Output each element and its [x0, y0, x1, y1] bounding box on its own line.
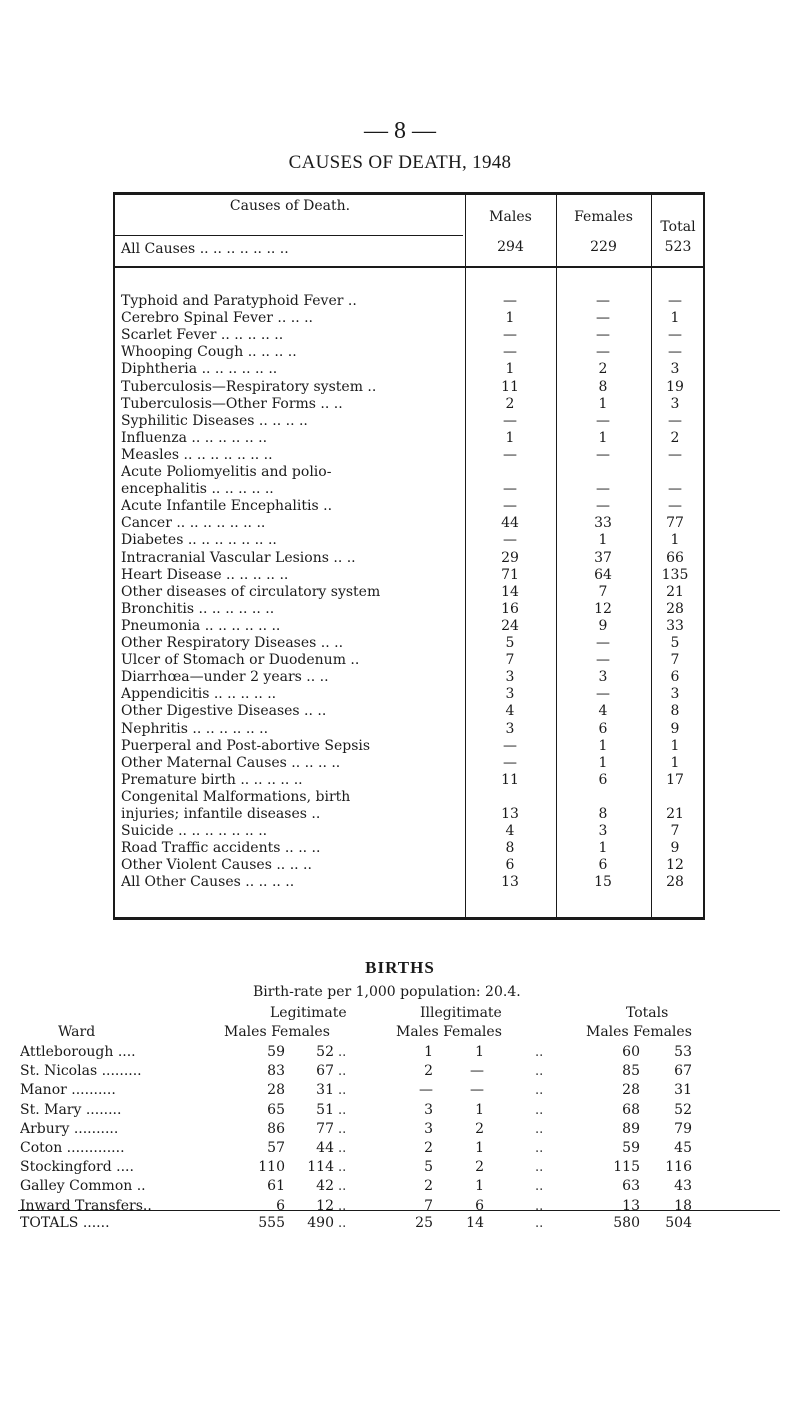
- total-count: —: [668, 446, 682, 463]
- males-count: —: [503, 532, 517, 549]
- cause-row: [115, 310, 703, 327]
- cause-name: Diabetes .. .. .. .. .. .. ..: [121, 532, 277, 549]
- females-count: 1: [598, 532, 608, 549]
- cause-row: [115, 721, 703, 738]
- birth-count-if: 1: [475, 1101, 484, 1118]
- causes-of-death-table: [113, 192, 705, 920]
- cause-row: [115, 584, 703, 601]
- totals-rule: [18, 1210, 780, 1211]
- ward-name: Coton .............: [20, 1140, 125, 1156]
- cause-name: Other Digestive Diseases .. ..: [121, 703, 327, 720]
- birth-count-tm: 59: [622, 1140, 640, 1156]
- separator-dots: ..: [338, 1045, 347, 1060]
- birth-count-im: 3: [424, 1120, 433, 1137]
- ward-row: [0, 1043, 800, 1062]
- separator-dots: ..: [535, 1045, 544, 1060]
- birth-count-lf: 44: [316, 1140, 334, 1156]
- cause-row: [115, 447, 703, 464]
- separator-dots: ..: [535, 1216, 544, 1231]
- cause-name: encephalitis .. .. .. .. ..: [121, 481, 274, 498]
- cause-name: Cerebro Spinal Fever .. .. ..: [121, 310, 314, 327]
- females-count: 1: [598, 840, 608, 857]
- females-count: 8: [598, 378, 608, 395]
- males-count: —: [503, 412, 517, 429]
- illegitimate-subheader: Males Females: [396, 1024, 502, 1040]
- males-count: 6: [505, 857, 515, 874]
- birth-count-im: 25: [415, 1215, 433, 1231]
- header-causes: Causes of Death.: [229, 198, 351, 214]
- birth-count-tm: 89: [622, 1120, 640, 1137]
- cause-row: [115, 840, 703, 857]
- total-count: 19: [666, 378, 684, 395]
- birth-count-lm: 86: [267, 1120, 285, 1137]
- birth-count-tm: 580: [613, 1215, 640, 1231]
- birth-count-lm: 65: [267, 1101, 285, 1118]
- birth-count-tm: 68: [622, 1101, 640, 1118]
- ward-name: Manor ..........: [20, 1082, 116, 1099]
- separator-dots: ..: [535, 1064, 544, 1080]
- total-count: 7: [670, 823, 680, 840]
- birth-count-tm: 115: [613, 1159, 640, 1176]
- cause-name: Syphilitic Diseases .. .. .. ..: [121, 412, 308, 429]
- birth-count-tf: 504: [665, 1215, 692, 1231]
- birth-count-tf: 52: [674, 1101, 692, 1118]
- separator-dots: ..: [338, 1121, 347, 1137]
- ward-name: Inward Transfers..: [20, 1197, 152, 1214]
- total-count: 135: [661, 566, 689, 583]
- birth-count-tf: 67: [674, 1063, 692, 1080]
- cause-name: Bronchitis .. .. .. .. .. ..: [121, 600, 275, 617]
- total-count: 12: [666, 857, 684, 874]
- birth-count-tm: 63: [622, 1178, 640, 1195]
- males-count: —: [503, 754, 517, 771]
- total-count: 28: [666, 600, 684, 617]
- males-count: 11: [501, 771, 519, 788]
- cause-name: Road Traffic accidents .. .. ..: [121, 840, 321, 857]
- illegitimate-header: Illegitimate: [420, 1005, 502, 1021]
- cause-row: [115, 601, 703, 618]
- birth-count-lm: 110: [258, 1159, 285, 1176]
- total-count: 9: [670, 840, 680, 857]
- cause-row: [115, 498, 703, 515]
- birth-count-lf: 31: [316, 1082, 334, 1099]
- ward-row: [0, 1062, 800, 1081]
- cause-name: Ulcer of Stomach or Duodenum ..: [121, 652, 360, 669]
- ward-name: Arbury ..........: [20, 1120, 119, 1137]
- total-count: 3: [670, 361, 680, 378]
- all-causes-males: 294: [497, 239, 524, 255]
- cause-name: Diphtheria .. .. .. .. .. ..: [121, 361, 278, 378]
- females-count: —: [596, 412, 610, 429]
- cause-name: Influenza .. .. .. .. .. ..: [121, 429, 268, 446]
- total-count: 6: [670, 669, 680, 686]
- birth-count-if: 1: [475, 1140, 484, 1156]
- birth-count-im: 3: [424, 1101, 433, 1118]
- cause-name: Suicide .. .. .. .. .. .. ..: [121, 823, 268, 840]
- total-count: 3: [670, 395, 680, 412]
- birth-count-lf: 77: [316, 1120, 334, 1137]
- birth-count-im: 7: [424, 1197, 433, 1214]
- cause-row: [115, 806, 703, 823]
- ward-row: [0, 1197, 800, 1216]
- males-count: 16: [501, 600, 519, 617]
- cause-row: [115, 481, 703, 498]
- ward-name: Attleborough ....: [20, 1044, 136, 1060]
- total-count: —: [668, 481, 682, 498]
- separator-dots: ..: [535, 1141, 544, 1156]
- females-count: 12: [594, 600, 612, 617]
- ward-row: [0, 1139, 800, 1158]
- cause-row: [115, 361, 703, 378]
- birth-count-if: —: [470, 1082, 484, 1099]
- birth-count-lm: 57: [267, 1140, 285, 1156]
- totals-row: [0, 1214, 800, 1233]
- cause-row: [115, 379, 703, 396]
- males-count: 7: [505, 652, 515, 669]
- birth-count-im: 2: [424, 1178, 433, 1195]
- total-count: 7: [670, 652, 680, 669]
- birth-count-tf: 53: [674, 1044, 692, 1060]
- birth-count-lm: 59: [267, 1044, 285, 1060]
- cause-name: Acute Poliomyelitis and polio-: [121, 464, 332, 480]
- cause-name: Premature birth .. .. .. .. ..: [121, 771, 303, 788]
- females-count: 1: [598, 737, 608, 754]
- birth-count-im: —: [419, 1082, 433, 1099]
- total-count: 1: [670, 737, 680, 754]
- birth-count-lm: 61: [267, 1178, 285, 1195]
- separator-dots: ..: [338, 1179, 347, 1195]
- birth-count-tf: 31: [674, 1082, 692, 1099]
- cause-name: Measles .. .. .. .. .. .. ..: [121, 446, 273, 463]
- birth-count-if: 1: [475, 1178, 484, 1195]
- birth-count-lm: 555: [258, 1215, 285, 1231]
- birth-count-lf: 67: [316, 1063, 334, 1080]
- birth-count-tm: 13: [622, 1197, 640, 1214]
- females-count: 64: [594, 566, 612, 583]
- ward-row: [0, 1081, 800, 1100]
- cause-row: [115, 738, 703, 755]
- cause-row: [115, 857, 703, 874]
- cause-name: Other Respiratory Diseases .. ..: [121, 635, 344, 651]
- cause-name: Scarlet Fever .. .. .. .. ..: [121, 327, 284, 344]
- males-count: 11: [501, 378, 519, 395]
- males-count: 4: [505, 823, 515, 840]
- cause-row: [115, 550, 703, 567]
- males-count: 14: [501, 583, 519, 600]
- totals-header: Totals: [626, 1005, 669, 1021]
- males-count: 1: [505, 310, 515, 327]
- females-count: —: [596, 686, 610, 703]
- separator-dots: ..: [338, 1141, 347, 1156]
- birth-count-if: 1: [475, 1044, 484, 1060]
- females-count: 3: [598, 669, 608, 686]
- males-count: 5: [505, 635, 515, 651]
- birth-count-lf: 114: [307, 1159, 334, 1176]
- cause-name: Cancer .. .. .. .. .. .. ..: [121, 515, 266, 532]
- page-number: — 8 —: [364, 118, 436, 144]
- total-count: —: [668, 344, 682, 361]
- birth-count-if: 14: [466, 1215, 484, 1231]
- males-count: —: [503, 481, 517, 498]
- females-count: 1: [598, 395, 608, 412]
- births-title: BIRTHS: [365, 958, 435, 977]
- cause-row: [115, 515, 703, 532]
- birth-count-tm: 28: [622, 1082, 640, 1099]
- totals-label: TOTALS ......: [20, 1215, 110, 1231]
- cause-name: Tuberculosis—Respiratory system ..: [121, 378, 377, 395]
- cause-name: Acute Infantile Encephalitis ..: [121, 498, 333, 515]
- ward-name: Stockingford ....: [20, 1159, 134, 1176]
- birth-count-lm: 83: [267, 1063, 285, 1080]
- birth-rate: Birth-rate per 1,000 population: 20.4.: [253, 984, 521, 1000]
- total-count: —: [668, 327, 682, 344]
- males-count: —: [503, 737, 517, 754]
- cause-row: [115, 703, 703, 720]
- birth-count-im: 5: [424, 1159, 433, 1176]
- cause-name: Heart Disease .. .. .. .. ..: [121, 566, 289, 583]
- cause-name: Pneumonia .. .. .. .. .. ..: [121, 617, 281, 634]
- cause-name: injuries; infantile diseases ..: [121, 806, 321, 822]
- males-count: 8: [505, 840, 515, 857]
- males-count: —: [503, 498, 517, 515]
- birth-count-tm: 60: [622, 1044, 640, 1060]
- total-count: 9: [670, 720, 680, 737]
- birth-count-tm: 85: [622, 1063, 640, 1080]
- females-count: 6: [598, 771, 608, 788]
- page-title: CAUSES OF DEATH, 1948: [288, 152, 512, 173]
- males-count: 13: [501, 806, 519, 822]
- total-count: 21: [666, 806, 684, 822]
- cause-row: [115, 618, 703, 635]
- females-count: 7: [598, 583, 608, 600]
- birth-count-lm: 28: [267, 1082, 285, 1099]
- males-count: —: [503, 344, 517, 361]
- cause-row: [115, 652, 703, 669]
- total-count: —: [668, 498, 682, 515]
- cause-name: Other diseases of circulatory system: [121, 583, 381, 600]
- header-rule: [115, 266, 703, 268]
- total-count: 1: [670, 754, 680, 771]
- cause-row: [115, 430, 703, 447]
- ward-name: St. Mary ........: [20, 1101, 122, 1118]
- separator-dots: ..: [338, 1064, 347, 1080]
- cause-row: [115, 396, 703, 413]
- birth-count-if: 6: [475, 1197, 484, 1214]
- cause-name: Appendicitis .. .. .. .. ..: [121, 686, 277, 703]
- separator-dots: ..: [338, 1102, 347, 1118]
- females-count: —: [596, 293, 610, 309]
- birth-count-if: 2: [475, 1159, 484, 1176]
- cause-row: [115, 413, 703, 430]
- birth-count-tf: 116: [665, 1159, 692, 1176]
- total-count: 8: [670, 703, 680, 720]
- males-count: 3: [505, 686, 515, 703]
- females-count: 3: [598, 823, 608, 840]
- ward-row: [0, 1158, 800, 1177]
- total-count: 17: [666, 771, 684, 788]
- cause-name: Other Maternal Causes .. .. .. ..: [121, 754, 341, 771]
- females-count: 8: [598, 806, 608, 822]
- males-count: —: [503, 293, 517, 309]
- cause-row: [115, 344, 703, 361]
- ward-name: Galley Common ..: [20, 1178, 146, 1195]
- legitimate-subheader: Males Females: [224, 1024, 330, 1040]
- separator-dots: ..: [535, 1102, 544, 1118]
- cause-name: Intracranial Vascular Lesions .. ..: [121, 549, 356, 566]
- total-count: 1: [670, 310, 680, 327]
- males-count: 1: [505, 361, 515, 378]
- females-count: —: [596, 635, 610, 651]
- separator-dots: ..: [535, 1179, 544, 1195]
- total-count: —: [668, 293, 682, 309]
- cause-row: [115, 669, 703, 686]
- separator-dots: ..: [535, 1121, 544, 1137]
- males-count: 3: [505, 720, 515, 737]
- ward-row: [0, 1101, 800, 1120]
- cause-row: [115, 823, 703, 840]
- total-count: 66: [666, 549, 684, 566]
- all-causes-total: 523: [664, 239, 692, 255]
- males-count: 4: [505, 703, 515, 720]
- birth-count-lm: 6: [276, 1197, 285, 1214]
- cause-name: Puerperal and Post-abortive Sepsis: [121, 737, 371, 754]
- females-count: —: [596, 310, 610, 327]
- total-count: 21: [666, 583, 684, 600]
- cause-row: [115, 874, 703, 891]
- cause-row: [115, 532, 703, 549]
- females-count: —: [596, 481, 610, 498]
- header-rule: [115, 235, 463, 236]
- separator-dots: ..: [535, 1083, 544, 1099]
- cause-row: [115, 755, 703, 772]
- females-count: 37: [594, 549, 612, 566]
- females-count: 2: [598, 361, 608, 378]
- males-count: 24: [501, 617, 519, 634]
- birth-count-tf: 79: [674, 1120, 692, 1137]
- males-count: —: [503, 327, 517, 344]
- females-count: 1: [598, 754, 608, 771]
- females-count: 1: [598, 429, 608, 446]
- birth-count-im: 2: [424, 1063, 433, 1080]
- birth-count-lf: 52: [316, 1044, 334, 1060]
- header-males: Males: [489, 209, 532, 225]
- males-count: —: [503, 446, 517, 463]
- cause-row: [115, 789, 703, 806]
- males-count: 2: [505, 395, 515, 412]
- birth-count-im: 1: [424, 1044, 433, 1060]
- females-count: 15: [594, 874, 612, 891]
- total-count: 5: [670, 635, 680, 651]
- birth-count-lf: 12: [316, 1197, 334, 1214]
- total-count: 2: [670, 429, 680, 446]
- all-causes-females: 229: [590, 239, 617, 255]
- cause-name: Typhoid and Paratyphoid Fever ..: [121, 293, 357, 309]
- header-females: Females: [574, 209, 633, 225]
- cause-row: [115, 293, 703, 310]
- females-count: 4: [598, 703, 608, 720]
- total-count: 3: [670, 686, 680, 703]
- total-count: 77: [666, 515, 684, 532]
- cause-name: Tuberculosis—Other Forms .. ..: [121, 395, 343, 412]
- separator-dots: ..: [338, 1160, 347, 1176]
- separator-dots: ..: [338, 1198, 347, 1214]
- birth-count-if: —: [470, 1063, 484, 1080]
- birth-count-if: 2: [475, 1120, 484, 1137]
- males-count: 3: [505, 669, 515, 686]
- cause-name: Other Violent Causes .. .. ..: [121, 857, 312, 874]
- header-total: Total: [660, 219, 696, 235]
- birth-count-tf: 18: [674, 1197, 692, 1214]
- cause-name: Diarrhœa—under 2 years .. ..: [121, 669, 329, 686]
- cause-name: Congenital Malformations, birth: [121, 788, 351, 805]
- separator-dots: ..: [338, 1216, 347, 1231]
- females-count: 33: [594, 515, 612, 532]
- ward-row: [0, 1177, 800, 1196]
- legitimate-header: Legitimate: [270, 1005, 347, 1021]
- separator-dots: ..: [338, 1083, 347, 1099]
- cause-row: [115, 772, 703, 789]
- all-causes-label: All Causes .. .. .. .. .. .. ..: [121, 241, 289, 257]
- cause-row: [115, 635, 703, 652]
- total-count: 33: [666, 617, 684, 634]
- ward-header: Ward: [58, 1024, 96, 1040]
- cause-row: [115, 327, 703, 344]
- separator-dots: ..: [535, 1198, 544, 1214]
- females-count: 6: [598, 857, 608, 874]
- females-count: —: [596, 498, 610, 515]
- separator-dots: ..: [535, 1160, 544, 1176]
- birth-count-lf: 51: [316, 1101, 334, 1118]
- cause-name: Whooping Cough .. .. .. ..: [121, 344, 297, 361]
- females-count: 9: [598, 617, 608, 634]
- males-count: 44: [501, 515, 519, 532]
- birth-count-im: 2: [424, 1140, 433, 1156]
- birth-count-lf: 490: [307, 1215, 334, 1231]
- males-count: 1: [505, 429, 515, 446]
- females-count: —: [596, 652, 610, 669]
- birth-count-tf: 45: [674, 1140, 692, 1156]
- males-count: 13: [501, 874, 519, 891]
- birth-count-lf: 42: [316, 1178, 334, 1195]
- total-count: —: [668, 412, 682, 429]
- cause-name: All Other Causes .. .. .. ..: [121, 874, 295, 891]
- total-count: 1: [670, 532, 680, 549]
- cause-row: [115, 464, 703, 481]
- females-count: —: [596, 344, 610, 361]
- cause-row: [115, 686, 703, 703]
- females-count: —: [596, 446, 610, 463]
- males-count: 29: [501, 549, 519, 566]
- ward-name: St. Nicolas .........: [20, 1063, 142, 1080]
- cause-name: Nephritis .. .. .. .. .. ..: [121, 720, 269, 737]
- males-count: 71: [501, 566, 519, 583]
- females-count: 6: [598, 720, 608, 737]
- birth-count-tf: 43: [674, 1178, 692, 1195]
- totals-subheader: Males Females: [586, 1024, 692, 1040]
- total-count: 28: [666, 874, 684, 891]
- ward-row: [0, 1120, 800, 1139]
- cause-row: [115, 567, 703, 584]
- females-count: —: [596, 327, 610, 344]
